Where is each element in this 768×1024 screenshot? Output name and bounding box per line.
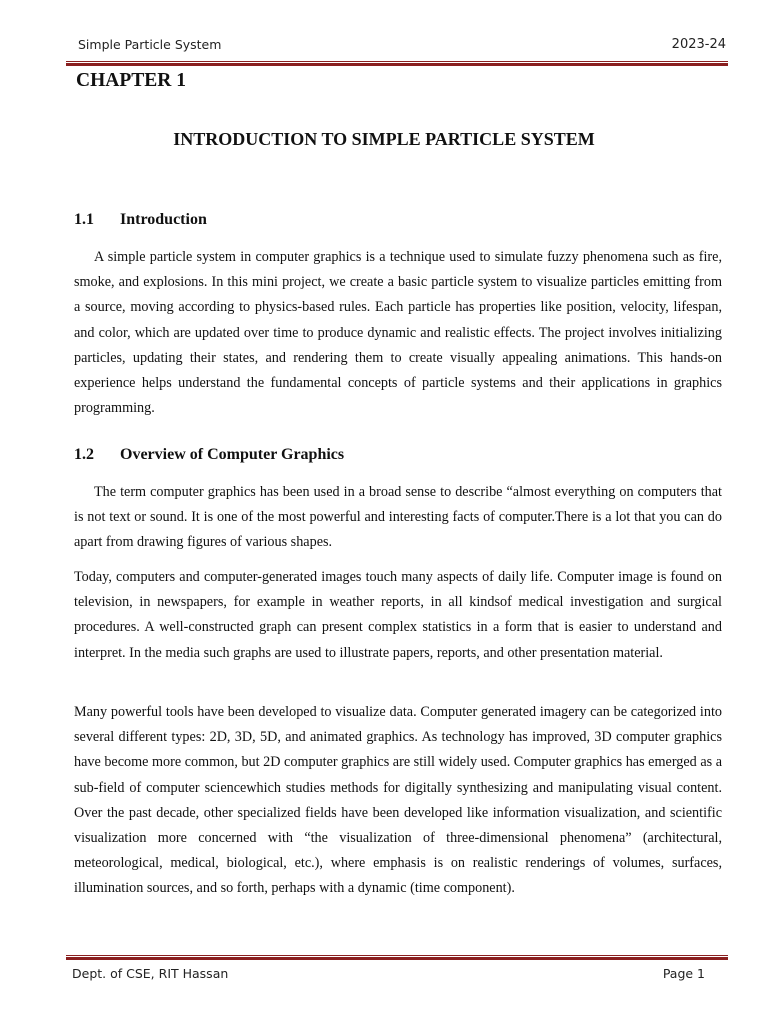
chapter-title: INTRODUCTION TO SIMPLE PARTICLE SYSTEM	[173, 129, 595, 149]
footer-divider	[66, 955, 728, 960]
section-heading-overview	[74, 446, 344, 464]
paragraph-introduction: A simple particle system in computer graphics is a technique used to simulate fuzzy phenomena such as fire, smoke, and explosions. In this mini project, we create a basic particle system to visualize particles emitting from a source, moving according to physics-based rules. Each particle has properties like position, velocity, lifespan, and color, which are updated over time to produce dynamic and realistic effects. The project involves initializing particles, updating their states, and rendering them to create visually appealing animations. This hands-on experience helps understand the fundamental concepts of particle systems and their applications in graphics programming.	[74, 249, 722, 417]
footer-page-number: Page 1	[662, 966, 705, 981]
chapter-label: CHAPTER 1	[76, 70, 186, 91]
header-title: Simple Particle System	[78, 37, 222, 52]
section-number: 1.1	[74, 211, 94, 228]
section-title: Overview of Computer Graphics	[120, 446, 345, 463]
section-title: Introduction	[120, 211, 207, 228]
paragraph-overview-2: Today, computers and computer-generated images touch many aspects of daily life. Computer image is found on television, in newspapers, for example in weather reports, in all kindsof medical investigation and surgical procedures. A well-constructed graph can present complex statistics in a form that is easier to understand and interpret. In the media such graphs are used to illustrate papers, reports, and other presentation material.	[74, 569, 722, 661]
section-number: 1.2	[74, 446, 94, 463]
footer-department: Dept. of CSE, RIT Hassan	[72, 966, 229, 981]
header-divider	[66, 61, 728, 66]
section-heading-introduction	[74, 211, 207, 229]
paragraph-overview-1: The term computer graphics has been used in a broad sense to describe “almost everything on computers that is not text or sound. It is one of the most powerful and interesting facts of computer.There is a lot that you can do apart from drawing figures of various shapes.	[74, 484, 722, 551]
paragraph-overview-3: Many powerful tools have been developed to visualize data. Computer generated imagery can be categorized into several different types: 2D, 3D, 5D, and animated graphics. As technology has improved, 3D computer graphics have become more common, but 2D computer graphics are still widely used. Computer graphics has emerged as a sub-field of computer sciencewhich studies methods for digitally synthesizing and manipulating visual content. Over the past decade, other specialized fields have been developed like information visualization, and scientific visualization more concerned with “the visualization of three-dimensional phenomena” (architectural, meteorological, medical, biological, etc.), where emphasis is on realistic renderings of volumes, surfaces, illumination sources, and so forth, perhaps with a dynamic (time component).	[74, 704, 722, 897]
header-year: 2023-24	[671, 37, 726, 52]
